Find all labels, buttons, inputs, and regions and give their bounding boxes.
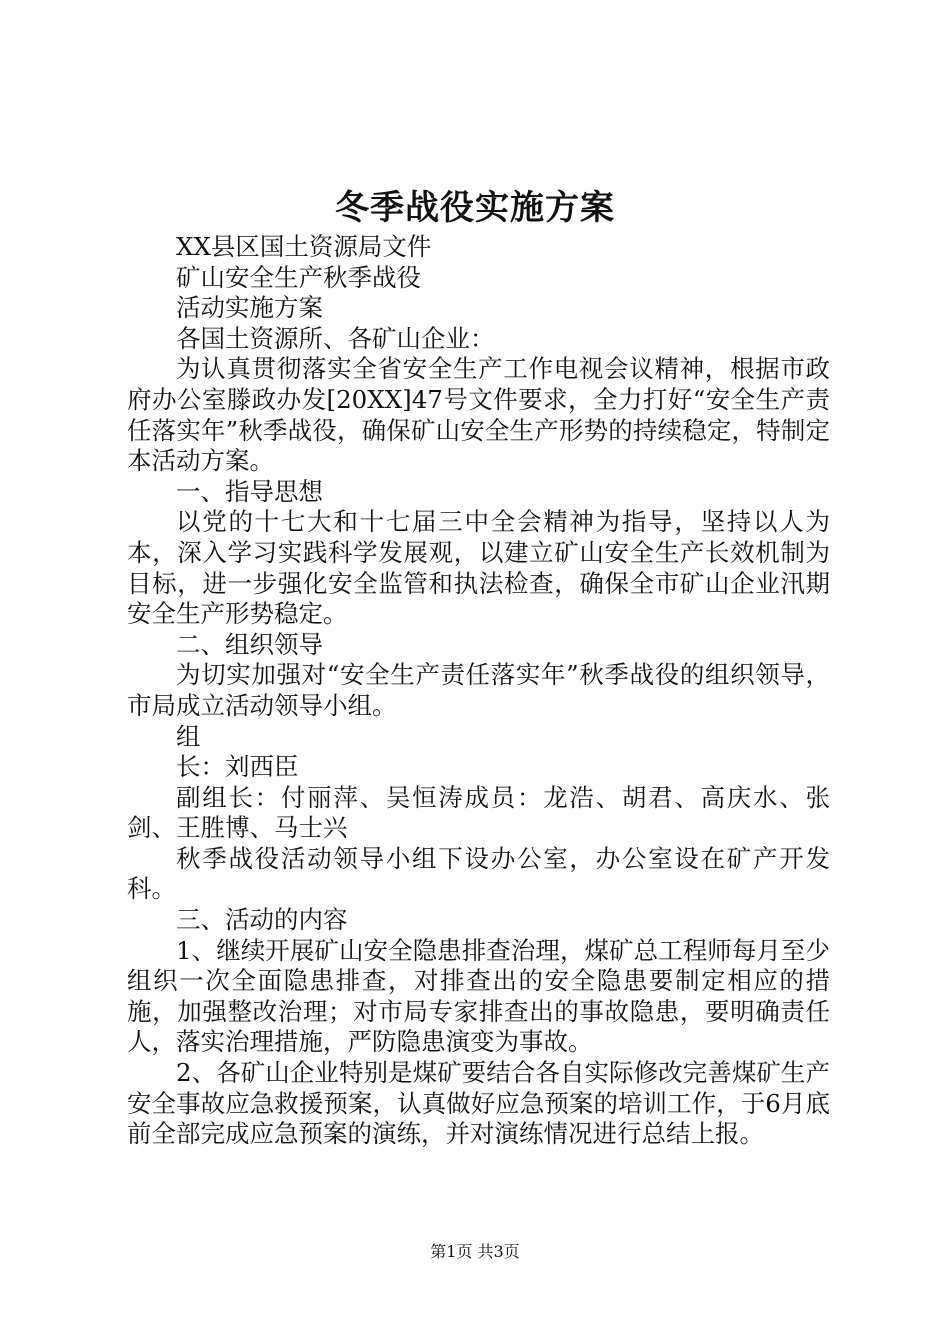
paragraph-addressee: 各国土资源所、各矿山企业： [176,323,495,353]
heading-guiding-thought: 一、指导思想 [176,476,323,506]
paragraph-issuer: XX县区国土资源局文件 [176,232,432,261]
paragraph-doc-type: 活动实施方案 [176,293,323,323]
document-title: 冬季战役实施方案 [335,188,615,228]
document-body [127,232,830,1150]
paragraph-subject: 矿山安全生产秋季战役 [176,262,421,292]
heading-activity-content: 三、活动的内容 [176,905,348,935]
paragraph-office: 秋季战役活动领导小组下设办公室，办公室设在矿产开发科。 [127,843,830,904]
page-number: 第1页 共3页 [430,1242,520,1261]
paragraph-group-label: 组 [176,721,201,751]
paragraph-intro: 为认真贯彻落实全省安全生产工作电视会议精神，根据市政府办公室滕政办发[20XX]47号文件要求，全力打好“安全生产责任落实年”秋季战役，确保矿山安全生产形势的持续稳定，特制定本活动方案。 [127,354,830,476]
paragraph-guiding-thought: 以党的十七大和十七届三中全会精神为指导，坚持以人为本，深入学习实践科学发展观，以建立矿山安全生产长效机制为目标，进一步强化安全监管和执法检查，确保全市矿山企业汛期安全生产形势稳定。 [127,507,830,629]
heading-organization: 二、组织领导 [176,629,323,659]
paragraph-group-leader: 长：刘西臣 [176,752,299,782]
paragraph-organization: 为切实加强对“安全生产责任落实年”秋季战役的组织领导，市局成立活动领导小组。 [127,660,830,720]
paragraph-item-1: 1、继续开展矿山安全隐患排查治理，煤矿总工程师每月至少组织一次全面隐患排查，对排查出的安全隐患要制定相应的措施，加强整改治理；对市局专家排查出的事故隐患，要明确责任人，落实治理措施，严防隐患演变为事故。 [127,935,830,1057]
paragraph-members: 副组长：付丽萍、吴恒涛成员：龙浩、胡君、高庆水、张剑、王胜博、马士兴 [127,782,830,843]
paragraph-item-2: 2、各矿山企业特别是煤矿要结合各自实际修改完善煤矿生产安全事故应急救援预案，认真做好应急预案的培训工作，于6月底前全部完成应急预案的演练，并对演练情况进行总结上报。 [127,1058,830,1149]
